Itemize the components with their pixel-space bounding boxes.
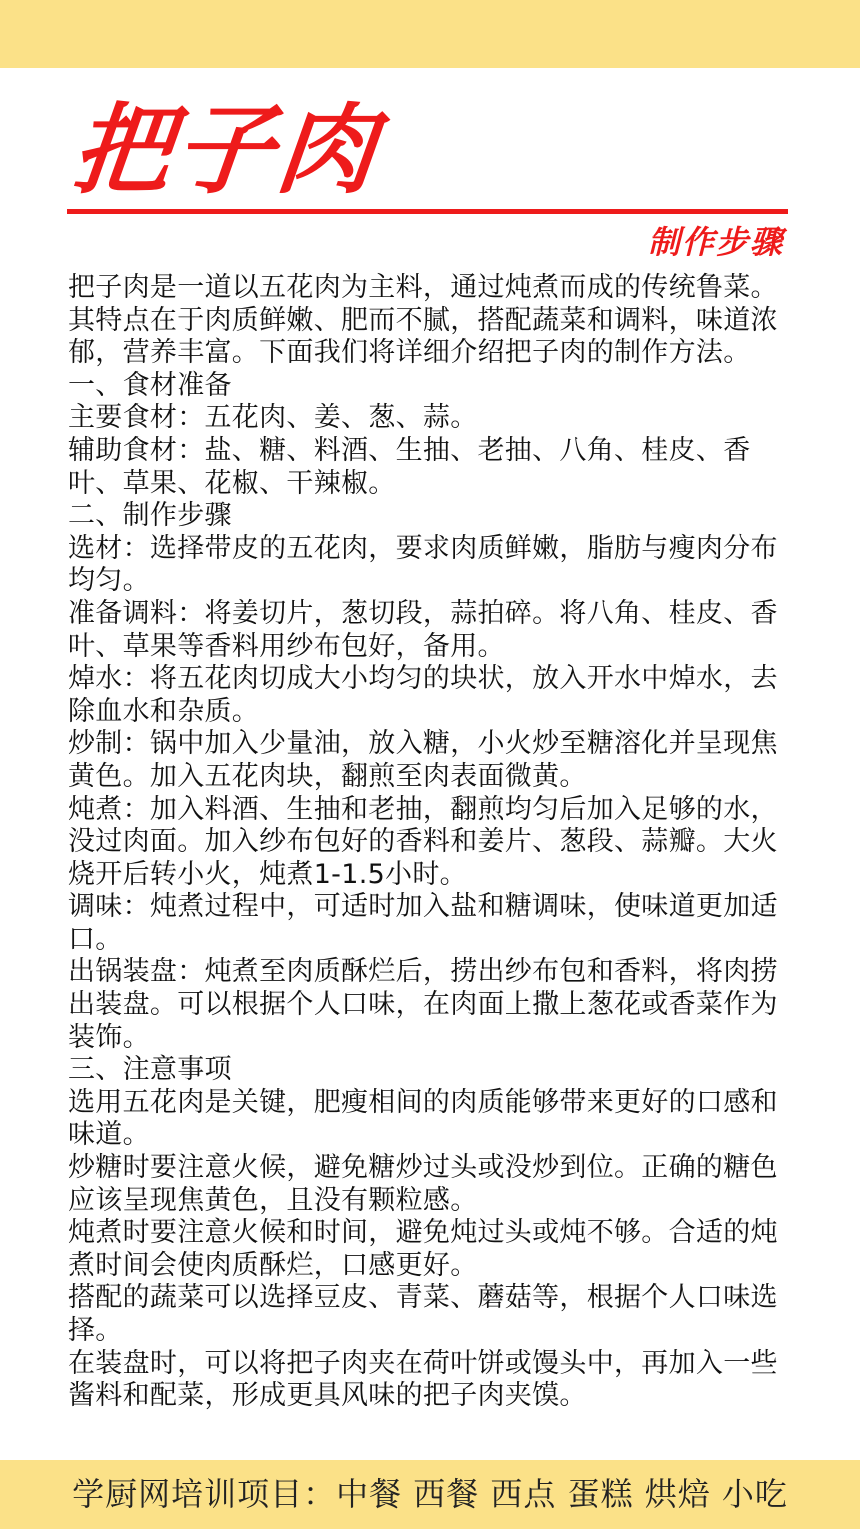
note-item: 在装盘时，可以将把子肉夹在荷叶饼或馒头中，再加入一些酱料和配菜，形成更具风味的把子肉夹馍。: [68, 1347, 778, 1412]
title-divider: [67, 209, 788, 214]
top-band: [0, 0, 860, 68]
page-subtitle: 制作步骤: [647, 223, 784, 261]
note-item: 炒糖时要注意火候，避免糖炒过头或没炒到位。正确的糖色应该呈现焦黄色，且没有颗粒感。: [68, 1152, 778, 1216]
note-item: 炖煮时要注意火候和时间，避免炖过头或炖不够。合适的炖煮时间会使肉质酥烂，口感更好。: [68, 1217, 778, 1281]
step-item: 出锅装盘：炖煮至肉质酥烂后，捞出纱布包和香料，将肉捞出装盘。可以根据个人口味，在肉面上撒上葱花或香菜作为装饰。: [68, 956, 778, 1053]
auxiliary-ingredients: 辅助食材：盐、糖、料酒、生抽、老抽、八角、桂皮、香叶、草果、花椒、干辣椒。: [68, 434, 751, 499]
step-item: 准备调料：将姜切片，葱切段，蒜拍碎。将八角、桂皮、香叶、草果等香料用纱布包好，备用。: [68, 597, 778, 662]
footer-text: 学厨网培训项目：中餐 西餐 西点 蛋糕 烘焙 小吃: [72, 1475, 788, 1513]
step-item: 调味：炖煮过程中，可适时加入盐和糖调味，使味道更加适口。: [68, 891, 778, 955]
step-item: 选材：选择带皮的五花肉，要求肉质鲜嫩，脂肪与瘦肉分布均匀。: [68, 532, 778, 597]
main-ingredients: 主要食材：五花肉、姜、葱、蒜。: [68, 402, 478, 434]
section-heading-ingredients: 一、食材准备: [68, 369, 232, 401]
section-heading-steps: 二、制作步骤: [68, 500, 232, 532]
intro-paragraph: 把子肉是一道以五花肉为主料，通过炖煮而成的传统鲁菜。其特点在于肉质鲜嫩、肥而不腻，搭配蔬菜和调料，味道浓郁，营养丰富。下面我们将详细介绍把子肉的制作方法。: [68, 272, 778, 369]
note-item: 搭配的蔬菜可以选择豆皮、青菜、蘑菇等，根据个人口味选择。: [68, 1282, 778, 1346]
step-item: 炒制：锅中加入少量油，放入糖，小火炒至糖溶化并呈现焦黄色。加入五花肉块，翻煎至肉表面微黄。: [68, 728, 778, 792]
section-heading-notes: 三、注意事项: [68, 1054, 232, 1086]
article-body: [68, 272, 792, 1413]
page-title: 把子肉: [66, 94, 385, 208]
note-item: 选用五花肉是关键，肥瘦相间的肉质能够带来更好的口感和味道。: [68, 1086, 778, 1151]
step-item: 焯水：将五花肉切成大小均匀的块状，放入开水中焯水，去除血水和杂质。: [68, 663, 778, 727]
step-item: 炖煮：加入料酒、生抽和老抽，翻煎均匀后加入足够的水，没过肉面。加入纱布包好的香料和姜片、葱段、蒜瓣。大火烧开后转小火，炖煮1-1.5小时。: [68, 793, 778, 890]
